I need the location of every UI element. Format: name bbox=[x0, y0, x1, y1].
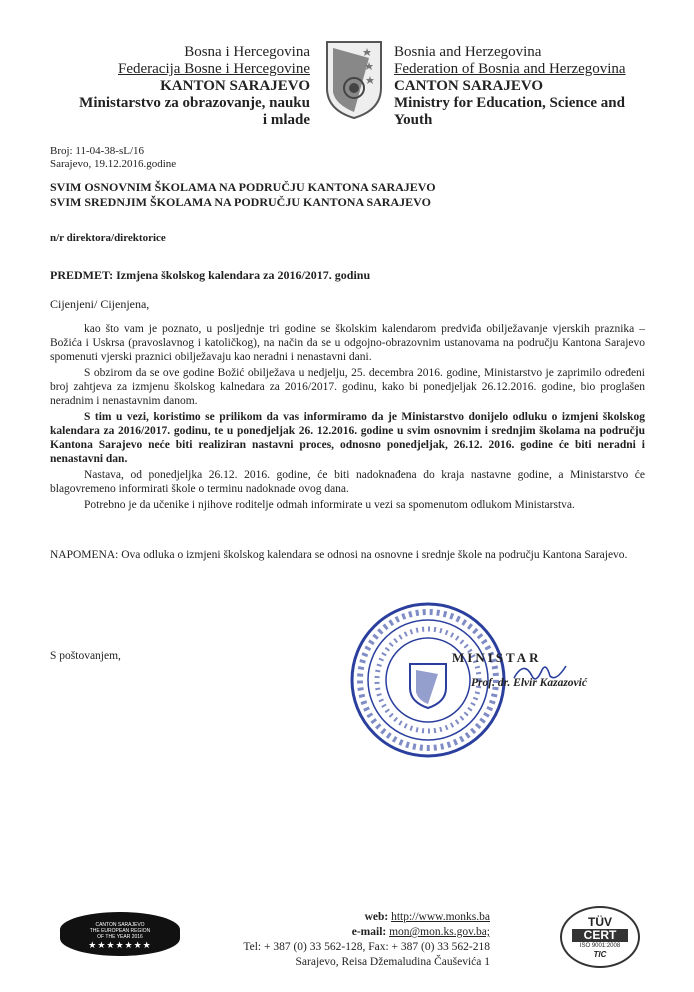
header-ministry-line1: Ministarstvo za obrazovanje, nauku bbox=[79, 95, 310, 111]
header-ministry-en-line2: Youth bbox=[394, 112, 433, 128]
header-country-en: Bosnia and Herzegovina bbox=[394, 44, 542, 60]
footer-web bbox=[230, 910, 490, 925]
header-country: Bosna i Hercegovina bbox=[184, 44, 310, 60]
cert-brand: TÜV bbox=[588, 915, 612, 929]
header-canton: KANTON SARAJEVO bbox=[160, 78, 310, 94]
logo-text-line: THE EUROPEAN REGION bbox=[89, 928, 151, 934]
reference-block bbox=[50, 145, 176, 171]
footer-contact bbox=[230, 910, 490, 970]
recipient-line: SVIM SREDNJIM ŠKOLAMA NA PODRUČJU KANTONA SARAJEVO bbox=[50, 195, 431, 209]
signer-name: Prof. dr. Elvir Kazazović bbox=[471, 677, 587, 689]
note-paragraph: NAPOMENA: Ova odluka o izmjeni školskog kalendara se odnosi na osnovne i srednje škole na području Kantona Sarajevo. bbox=[50, 549, 628, 561]
body-paragraph: Potrebno je da učenike i njihove roditelje odmah informirate u vezi sa spomenutom odlukom Ministarstva. bbox=[84, 499, 575, 511]
footer-email bbox=[230, 925, 490, 940]
tuv-cert-logo bbox=[560, 906, 640, 968]
footer-address: Sarajevo, Reisa Džemaludina Čauševića 1 bbox=[295, 956, 490, 968]
footer-email-link[interactable]: mon@mon.ks.gov.ba; bbox=[389, 926, 490, 938]
footer-web-label: web: bbox=[364, 911, 389, 923]
logo-text-line: OF THE YEAR 2016 bbox=[97, 934, 143, 940]
header-left-block bbox=[79, 44, 310, 129]
recipients-block bbox=[50, 180, 436, 210]
header-canton-en: CANTON SARAJEVO bbox=[394, 78, 544, 94]
body-paragraph: Nastava, od ponedjeljka 26.12. 2016. godine, će biti nadoknađena do kraja nastavne godine, a Ministarstvo će blagovremeno informirati škole o terminu nadoknade ovog dana. bbox=[50, 469, 645, 495]
coat-of-arms-icon bbox=[323, 38, 385, 120]
header-ministry-en-line1: Ministry for Education, Science and bbox=[394, 95, 625, 111]
recipient-line: SVIM OSNOVNIM ŠKOLAMA NA PODRUČJU KANTONA SARAJEVO bbox=[50, 180, 436, 194]
greeting: Cijenjeni/ Cijenjena, bbox=[50, 297, 150, 311]
subject-line bbox=[50, 268, 370, 283]
body-paragraph-bold: S tim u vezi, koristimo se prilikom da vas informiramo da je Ministarstvo donijelo odluku o izmjeni školskog kalendara za 2016/2017. godinu, te u ponedjeljak 26. 12.2016. godine u svim osnovnim i srednjim školama na području Kantona Sarajevo neće biti realiziran nastavni proces, odnosno ponedjeljak, 26.12. 2016. godine će biti neradni i nenastavni dan. bbox=[50, 411, 645, 465]
header-federation: Federacija Bosne i Hercegovine bbox=[117, 61, 310, 77]
reference-place-date: Sarajevo, 19.12.2016.godine bbox=[50, 158, 177, 170]
cert-tic: TIC bbox=[593, 950, 607, 959]
body-paragraph: kao što vam je poznato, u posljednje tri godine se školskim kalendarom predviđa obilježavanje vjerskih praznika – Božića i Uskrsa (pravoslavnog i katoličkog), na način da se u odgojno-obrazovnim ustanovama na području Kantona Sarajevo spomenuti vjerski praznici obilježavaju kao neradni i nenastavni dani. bbox=[50, 323, 645, 363]
reference-number: Broj: 11-04-38-sL/16 bbox=[50, 145, 144, 157]
header-right-block bbox=[394, 44, 626, 129]
closing: S poštovanjem, bbox=[50, 650, 121, 662]
header-federation-en: Federation of Bosnia and Herzegovina bbox=[394, 61, 626, 77]
signature-title: MINISTAR bbox=[452, 650, 542, 665]
footer-web-link[interactable]: http://www.monks.ba bbox=[391, 911, 490, 923]
subject-label: PREDMET: bbox=[50, 268, 114, 282]
body-paragraph: S obzirom da se ove godine Božić obilježava u nedjelju, 25. decembra 2016. godine, Ministarstvo je zaprimilo određeni broj zahtjeva za izmjenu školskog kalnedara za 2016/2017. godinu, kako bi ponedjeljak 26.12.2016. godine, bio proglašen neradnim i nenastavnim danom. bbox=[50, 367, 645, 407]
european-region-logo bbox=[60, 912, 180, 956]
header-ministry-line2: i mlade bbox=[262, 112, 310, 128]
footer-email-label: e-mail: bbox=[351, 926, 387, 938]
attention-line: n/r direktora/direktorice bbox=[50, 232, 166, 244]
star-icon: ★★★★★★★ bbox=[88, 940, 152, 950]
cert-word: CERT bbox=[572, 929, 628, 942]
footer-phone: Tel: + 387 (0) 33 562-128, Fax: + 387 (0) 33 562-218 bbox=[243, 941, 490, 953]
subject-text: Izmjena školskog kalendara za 2016/2017. godinu bbox=[116, 268, 371, 282]
cert-standard: ISO 9001:2008 bbox=[579, 943, 621, 949]
letter-body bbox=[50, 322, 645, 514]
logo-text-line: CANTON SARAJEVO bbox=[95, 922, 145, 928]
